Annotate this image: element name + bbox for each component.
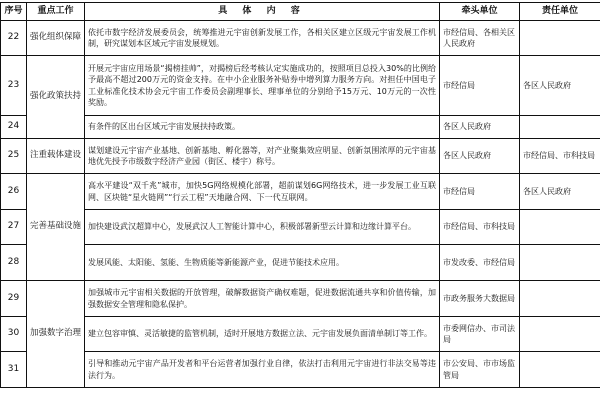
row-content: 建立包容审慎、灵活敏捷的监管机制，适时开展地方数据立法、元宇宙发展负面清单制订等工作。	[85, 317, 440, 352]
responsible-unit: 市经信局、市科技局	[520, 139, 600, 174]
table-row	[1, 139, 600, 174]
table-row	[1, 245, 600, 281]
table-row	[1, 210, 600, 245]
row-number: 30	[1, 317, 27, 352]
lead-unit: 市发改委、市经信局	[440, 245, 520, 281]
row-number: 24	[1, 116, 27, 139]
row-number: 27	[1, 210, 27, 245]
responsible-unit	[520, 281, 600, 317]
row-number: 23	[1, 56, 27, 116]
row-number: 25	[1, 139, 27, 174]
header-num: 序号	[1, 3, 27, 21]
lead-unit: 市经信局	[440, 174, 520, 210]
key-work: 完善基础设施	[27, 174, 85, 281]
responsible-unit	[520, 352, 600, 388]
lead-unit: 市经信局、市科技局	[440, 210, 520, 245]
row-number: 31	[1, 352, 27, 388]
responsible-unit	[520, 317, 600, 352]
header-row	[1, 3, 600, 21]
row-number: 28	[1, 245, 27, 281]
row-content: 有条件的区出台区域元宇宙发展扶持政策。	[85, 116, 440, 139]
key-work: 注重载体建设	[27, 139, 85, 174]
policy-table	[0, 2, 600, 388]
responsible-unit	[520, 21, 600, 56]
table-row	[1, 281, 600, 317]
row-content: 开展元宇宙应用场景“揭榜挂帅”，对揭榜后经考核认定实施成功的，按照项目总投入30%的比例给予最高不超过200万元的资金支持。在中小企业服务补贴券中增列算力服务方向。对担任中国电子工业标准化技术协会元宇宙工作委员会副理事长、理事单位的分别给予15万元、10万元的一次性奖励。	[85, 56, 440, 116]
table-row	[1, 317, 600, 352]
key-work: 强化政策扶持	[27, 56, 85, 139]
header-lead: 牵头单位	[440, 3, 520, 21]
lead-unit: 市经信局	[440, 56, 520, 116]
row-content: 加快建设武汉超算中心，发展武汉人工智能计算中心，积极部署新型云计算和边缘计算平台。	[85, 210, 440, 245]
row-number: 29	[1, 281, 27, 317]
header-resp: 责任单位	[520, 3, 600, 21]
responsible-unit	[520, 245, 600, 281]
row-content: 发展风能、太阳能、氢能、生物质能等新能源产业，促进节能技术应用。	[85, 245, 440, 281]
responsible-unit	[520, 210, 600, 245]
lead-unit: 各区人民政府	[440, 139, 520, 174]
responsible-unit	[520, 116, 600, 139]
lead-unit: 市经信局、各相关区人民政府	[440, 21, 520, 56]
key-work: 强化组织保障	[27, 21, 85, 56]
row-number: 22	[1, 21, 27, 56]
lead-unit: 市委网信办、市司法局	[440, 317, 520, 352]
header-content: 具 体 内 容	[85, 3, 440, 21]
key-work: 加强数字治理	[27, 281, 85, 388]
row-content: 依托市数字经济发展委员会，统筹推进元宇宙创新发展工作，各相关区建立区级元宇宙发展工作机制，研究谋划本区域元宇宙发展规划。	[85, 21, 440, 56]
table-row	[1, 352, 600, 388]
row-number: 26	[1, 174, 27, 210]
lead-unit: 市政务服务大数据局	[440, 281, 520, 317]
row-content: 高水平建设“双千兆”城市，加快5G网络规模化部署，超前谋划6G网络技术，进一步发展工业互联网、区块链“星火链网”“行云工程”天地融合网、下一代互联网。	[85, 174, 440, 210]
lead-unit: 各区人民政府	[440, 116, 520, 139]
lead-unit: 市公安局、市市场监管局	[440, 352, 520, 388]
responsible-unit: 各区人民政府	[520, 174, 600, 210]
row-content: 谋划建设元宇宙产业基地、创新基地、孵化器等，对产业聚集效应明显、创新氛围浓厚的元宇宙基地优先授予市级数字经济产业园（街区、楼宇）称号。	[85, 139, 440, 174]
responsible-unit: 各区人民政府	[520, 56, 600, 116]
table-row	[1, 21, 600, 56]
table-row	[1, 56, 600, 116]
table-row	[1, 116, 600, 139]
row-content: 加强城市元宇宙相关数据的开放管理，破解数据资产确权难题，促进数据流通共享和价值传输，加强数据安全管理和隐私保护。	[85, 281, 440, 317]
table-row	[1, 174, 600, 210]
header-work: 重点工作	[27, 3, 85, 21]
row-content: 引导和推动元宇宙产品开发者和平台运营者加强行业自律，依法打击利用元宇宙进行非法交易等违法行为。	[85, 352, 440, 388]
